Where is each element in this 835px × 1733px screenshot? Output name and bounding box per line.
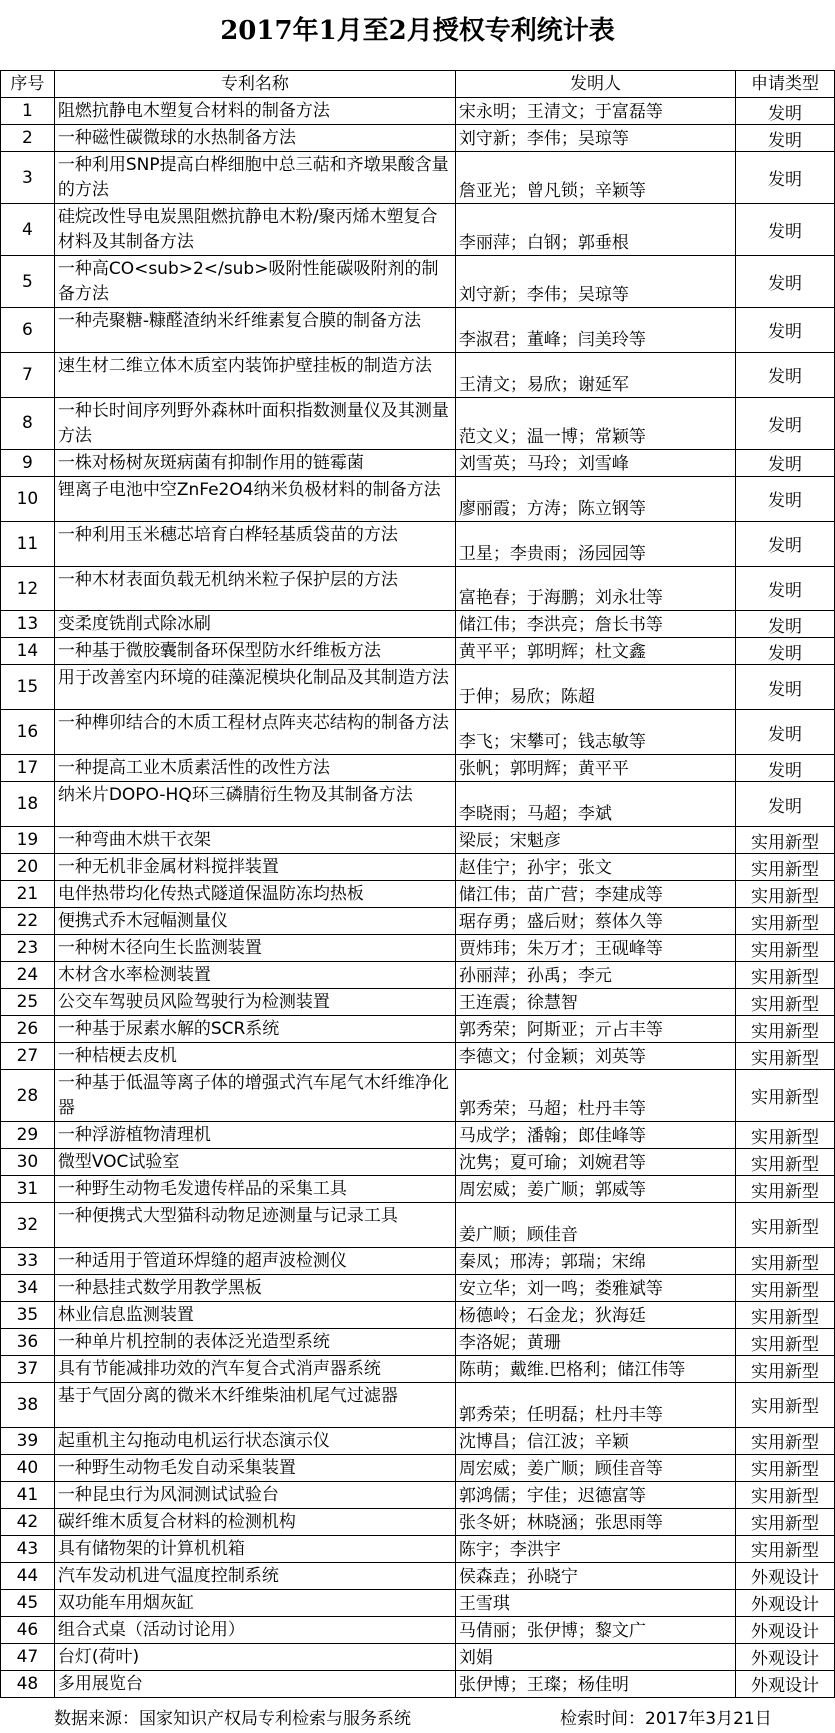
row-number: 39 [1,1427,55,1454]
inventors: 宋永明；王清文；于富磊等 [455,98,735,125]
inventors: 贾炜玮；朱万才；王砚峰等 [455,935,735,962]
inventors: 李淑君；董峰；闫美玲等 [455,308,735,353]
inventors: 廖丽霞；方涛；陈立钢等 [455,476,735,521]
row-number: 25 [1,989,55,1016]
row-number: 2 [1,125,55,152]
application-type: 发明 [736,755,835,782]
row-number: 8 [1,397,55,449]
row-number: 36 [1,1329,55,1356]
table-row [1,854,835,881]
row-number: 19 [1,827,55,854]
patent-name: 阻燃抗静电木塑复合材料的制备方法 [54,98,455,125]
header-name: 专利名称 [54,71,455,98]
table-row [1,881,835,908]
inventors: 杨德岭；石金龙；狄海廷 [455,1302,735,1329]
patent-name: 汽车发动机进气温度控制系统 [54,1562,455,1589]
row-number: 24 [1,962,55,989]
application-type: 实用新型 [736,1016,835,1043]
application-type: 发明 [736,449,835,476]
patent-name: 一种野生动物毛发遗传样品的采集工具 [54,1176,455,1203]
table-row [1,710,835,755]
table-row [1,1454,835,1481]
table-row [1,827,835,854]
patent-name: 一种榫卯结合的木质工程材点阵夹芯结构的制备方法 [54,710,455,755]
row-number: 14 [1,638,55,665]
application-type: 实用新型 [736,854,835,881]
row-number: 47 [1,1643,55,1670]
application-type: 发明 [736,98,835,125]
inventors: 黄平平；郭明辉；杜文鑫 [455,638,735,665]
patent-name: 一种树木径向生长监测装置 [54,935,455,962]
inventors: 李飞；宋攀可；钱志敏等 [455,710,735,755]
inventors: 张帆；郭明辉；黄平平 [455,755,735,782]
application-type: 外观设计 [736,1616,835,1643]
patent-name: 一种利用SNP提高白桦细胞中总三萜和齐墩果酸含量的方法 [54,152,455,204]
patent-name: 一种野生动物毛发自动采集装置 [54,1454,455,1481]
patent-name: 双功能车用烟灰缸 [54,1589,455,1616]
patent-name: 一种便携式大型猫科动物足迹测量与记录工具 [54,1203,455,1248]
application-type: 实用新型 [736,989,835,1016]
row-number: 20 [1,854,55,881]
table-row [1,1016,835,1043]
patent-name: 变柔度铣削式除冰刷 [54,611,455,638]
patent-name: 多用展览台 [54,1670,455,1697]
inventors: 马成学；潘翰；郎佳峰等 [455,1122,735,1149]
inventors: 范文义；温一博；常颖等 [455,397,735,449]
application-type: 外观设计 [736,1670,835,1697]
row-number: 5 [1,256,55,308]
inventors: 赵佳宁；孙宇；张文 [455,854,735,881]
row-number: 32 [1,1203,55,1248]
patent-name: 一种长时间序列野外森林叶面积指数测量仪及其测量方法 [54,397,455,449]
table-row [1,755,835,782]
application-type: 实用新型 [736,1427,835,1454]
inventors: 梁辰；宋魁彦 [455,827,735,854]
row-number: 4 [1,204,55,256]
patent-name: 一种高CO<sub>2</sub>吸附性能碳吸附剂的制备方法 [54,256,455,308]
application-type: 实用新型 [736,1070,835,1122]
table-row [1,352,835,397]
table-row [1,665,835,710]
inventors: 安立华；刘一鸣；娄雅斌等 [455,1275,735,1302]
table-row [1,204,835,256]
row-number: 7 [1,352,55,397]
table-row [1,1275,835,1302]
table-row [1,1176,835,1203]
patent-name: 起重机主勾拖动电机运行状态演示仪 [54,1427,455,1454]
application-type: 发明 [736,782,835,827]
row-number: 17 [1,755,55,782]
patent-name: 便携式乔木冠幅测量仪 [54,908,455,935]
application-type: 实用新型 [736,1329,835,1356]
patent-name: 一种利用玉米穗芯培育白桦轻基质袋苗的方法 [54,521,455,566]
application-type: 实用新型 [736,1356,835,1383]
application-type: 发明 [736,256,835,308]
patent-name: 一种基于低温等离子体的增强式汽车尾气木纤维净化器 [54,1070,455,1122]
row-number: 44 [1,1562,55,1589]
row-number: 9 [1,449,55,476]
inventors: 陈萌；戴维.巴格利；储江伟等 [455,1356,735,1383]
row-number: 1 [1,98,55,125]
inventors: 储江伟；苗广营；李建成等 [455,881,735,908]
application-type: 实用新型 [736,1149,835,1176]
inventors: 刘守新；李伟；吴琼等 [455,256,735,308]
application-type: 实用新型 [736,1248,835,1275]
row-number: 12 [1,566,55,611]
patent-name: 一种壳聚糖-糠醛渣纳米纤维素复合膜的制备方法 [54,308,455,353]
application-type: 发明 [736,611,835,638]
inventors: 周宏威；姜广顺；郭威等 [455,1176,735,1203]
row-number: 48 [1,1670,55,1697]
application-type: 发明 [736,665,835,710]
row-number: 26 [1,1016,55,1043]
row-number: 15 [1,665,55,710]
row-number: 41 [1,1481,55,1508]
application-type: 发明 [736,125,835,152]
row-number: 43 [1,1535,55,1562]
row-number: 42 [1,1508,55,1535]
table-row [1,521,835,566]
application-type: 实用新型 [736,1203,835,1248]
table-row [1,935,835,962]
patent-name: 一种基于尿素水解的SCR系统 [54,1016,455,1043]
patent-name: 具有储物架的计算机机箱 [54,1535,455,1562]
table-row [1,638,835,665]
row-number: 27 [1,1043,55,1070]
patent-name: 一株对杨树灰斑病菌有抑制作用的链霉菌 [54,449,455,476]
inventors: 刘守新；李伟；吴琼等 [455,125,735,152]
inventors: 富艳春；于海鹏；刘永壮等 [455,566,735,611]
application-type: 实用新型 [736,962,835,989]
table-row [1,152,835,204]
application-type: 实用新型 [736,1535,835,1562]
patent-name: 林业信息监测装置 [54,1302,455,1329]
inventors: 储江伟；李洪亮；詹长书等 [455,611,735,638]
inventors: 王连震；徐慧智 [455,989,735,1016]
table-row [1,308,835,353]
patent-name: 用于改善室内环境的硅藻泥模块化制品及其制造方法 [54,665,455,710]
table-row [1,449,835,476]
patent-name: 组合式桌（活动讨论用） [54,1616,455,1643]
table-row [1,1070,835,1122]
row-number: 46 [1,1616,55,1643]
patent-name: 一种单片机控制的表体泛光造型系统 [54,1329,455,1356]
table-row [1,611,835,638]
row-number: 18 [1,782,55,827]
row-number: 38 [1,1383,55,1428]
row-number: 37 [1,1356,55,1383]
table-row [1,1562,835,1589]
application-type: 外观设计 [736,1589,835,1616]
application-type: 实用新型 [736,1454,835,1481]
inventors: 王雪琪 [455,1589,735,1616]
inventors: 姜广顺；顾佳音 [455,1203,735,1248]
application-type: 实用新型 [736,1176,835,1203]
application-type: 外观设计 [736,1562,835,1589]
table-row [1,98,835,125]
table-row [1,566,835,611]
patent-table [0,70,835,1698]
patent-name: 微型VOC试验室 [54,1149,455,1176]
table-row [1,1248,835,1275]
patent-name: 速生材二维立体木质室内装饰护壁挂板的制造方法 [54,352,455,397]
table-row [1,1329,835,1356]
inventors: 郭鸿儒；宇佳；迟德富等 [455,1481,735,1508]
inventors: 孙丽萍；孙禹；李元 [455,962,735,989]
table-row [1,1643,835,1670]
table-row [1,989,835,1016]
patent-name: 一种昆虫行为风洞测试试验台 [54,1481,455,1508]
header-inventors: 发明人 [455,71,735,98]
table-row [1,1203,835,1248]
patent-name: 一种浮游植物清理机 [54,1122,455,1149]
table-row [1,1508,835,1535]
inventors: 李洛妮；黄珊 [455,1329,735,1356]
row-number: 3 [1,152,55,204]
table-row [1,1356,835,1383]
patent-name: 具有节能减排功效的汽车复合式消声器系统 [54,1356,455,1383]
patent-name: 基于气固分离的微米木纤维柴油机尾气过滤器 [54,1383,455,1428]
patent-name: 一种基于微胶囊制备环保型防水纤维板方法 [54,638,455,665]
row-number: 31 [1,1176,55,1203]
row-number: 33 [1,1248,55,1275]
inventors: 秦凤；邢涛；郭瑞；宋绵 [455,1248,735,1275]
table-header-row [1,71,835,98]
patent-name: 硅烷改性导电炭黑阻燃抗静电木粉/聚丙烯木塑复合材料及其制备方法 [54,204,455,256]
table-row [1,962,835,989]
row-number: 30 [1,1149,55,1176]
application-type: 实用新型 [736,935,835,962]
row-number: 35 [1,1302,55,1329]
patent-name: 一种桔梗去皮机 [54,1043,455,1070]
application-type: 发明 [736,521,835,566]
table-row [1,908,835,935]
inventors: 沈博昌；信江波；辛颖 [455,1427,735,1454]
application-type: 发明 [736,397,835,449]
application-type: 实用新型 [736,1302,835,1329]
inventors: 张冬妍；林晓涵；张思雨等 [455,1508,735,1535]
application-type: 实用新型 [736,908,835,935]
row-number: 13 [1,611,55,638]
table-row [1,1589,835,1616]
application-type: 实用新型 [736,1043,835,1070]
patent-name: 一种适用于管道环焊缝的超声波检测仪 [54,1248,455,1275]
inventors: 沈隽；夏可瑜；刘婉君等 [455,1149,735,1176]
inventors: 李丽萍；白钢；郭垂根 [455,204,735,256]
header-type: 申请类型 [736,71,835,98]
application-type: 实用新型 [736,827,835,854]
application-type: 发明 [736,566,835,611]
inventors: 郭秀荣；任明磊；杜丹丰等 [455,1383,735,1428]
application-type: 发明 [736,352,835,397]
application-type: 发明 [736,476,835,521]
row-number: 28 [1,1070,55,1122]
page-title: 2017年1月至2月授权专利统计表 [220,16,615,46]
patent-name: 一种提高工业木质素活性的改性方法 [54,755,455,782]
row-number: 21 [1,881,55,908]
application-type: 实用新型 [736,1275,835,1302]
inventors: 马倩丽；张伊博；黎文广 [455,1616,735,1643]
table-row [1,1616,835,1643]
application-type: 发明 [736,152,835,204]
row-number: 16 [1,710,55,755]
application-type: 外观设计 [736,1643,835,1670]
inventors: 琚存勇；盛后财；蔡体久等 [455,908,735,935]
patent-name: 一种木材表面负载无机纳米粒子保护层的方法 [54,566,455,611]
application-type: 实用新型 [736,1122,835,1149]
table-row [1,1043,835,1070]
table-row [1,125,835,152]
table-row [1,397,835,449]
inventors: 王清文；易欣；谢延军 [455,352,735,397]
patent-name: 锂离子电池中空ZnFe2O4纳米负极材料的制备方法 [54,476,455,521]
data-source-note: 数据来源：国家知识产权局专利检索与服务系统 [54,1709,411,1729]
footer [0,1707,835,1731]
patent-name: 电伴热带均化传热式隧道保温防冻均热板 [54,881,455,908]
table-row [1,1670,835,1697]
inventors: 卫星；李贵雨；汤园园等 [455,521,735,566]
inventors: 李德文；付金颖；刘英等 [455,1043,735,1070]
application-type: 实用新型 [736,1383,835,1428]
patent-name: 一种无机非金属材料搅拌装置 [54,854,455,881]
row-number: 22 [1,908,55,935]
application-type: 实用新型 [736,881,835,908]
inventors: 刘雪英；马玲；刘雪峰 [455,449,735,476]
table-row [1,1122,835,1149]
patent-name: 台灯(荷叶) [54,1643,455,1670]
inventors: 侯森垚；孙晓宁 [455,1562,735,1589]
inventors: 詹亚光；曾凡锁；辛颖等 [455,152,735,204]
table-row [1,1149,835,1176]
inventors: 李晓雨；马超；李斌 [455,782,735,827]
retrieval-time-note: 检索时间：2017年3月21日 [560,1709,772,1729]
inventors: 陈宇；李洪宇 [455,1535,735,1562]
inventors: 张伊博；王璨；杨佳明 [455,1670,735,1697]
table-row [1,1535,835,1562]
application-type: 发明 [736,710,835,755]
application-type: 发明 [736,308,835,353]
table-row [1,1481,835,1508]
patent-name: 木材含水率检测装置 [54,962,455,989]
application-type: 发明 [736,638,835,665]
patent-name: 一种磁性碳微球的水热制备方法 [54,125,455,152]
table-row [1,1302,835,1329]
patent-name: 碳纤维木质复合材料的检测机构 [54,1508,455,1535]
row-number: 6 [1,308,55,353]
inventors: 周宏威；姜广顺；顾佳音等 [455,1454,735,1481]
row-number: 29 [1,1122,55,1149]
inventors: 郭秀荣；马超；杜丹丰等 [455,1070,735,1122]
table-row [1,1427,835,1454]
header-no: 序号 [1,71,55,98]
application-type: 实用新型 [736,1481,835,1508]
row-number: 10 [1,476,55,521]
inventors: 于伸；易欣；陈超 [455,665,735,710]
inventors: 郭秀荣；阿斯亚；亓占丰等 [455,1016,735,1043]
table-body [1,98,835,1698]
table-row [1,782,835,827]
patent-name: 一种弯曲木烘干衣架 [54,827,455,854]
row-number: 23 [1,935,55,962]
row-number: 11 [1,521,55,566]
application-type: 发明 [736,204,835,256]
inventors: 刘娟 [455,1643,735,1670]
patent-name: 一种悬挂式数学用教学黑板 [54,1275,455,1302]
table-row [1,476,835,521]
patent-name: 公交车驾驶员风险驾驶行为检测装置 [54,989,455,1016]
table-row [1,1383,835,1428]
application-type: 实用新型 [736,1508,835,1535]
patent-name: 纳米片DOPO-HQ环三磷腈衍生物及其制备方法 [54,782,455,827]
table-row [1,256,835,308]
row-number: 40 [1,1454,55,1481]
row-number: 34 [1,1275,55,1302]
row-number: 45 [1,1589,55,1616]
